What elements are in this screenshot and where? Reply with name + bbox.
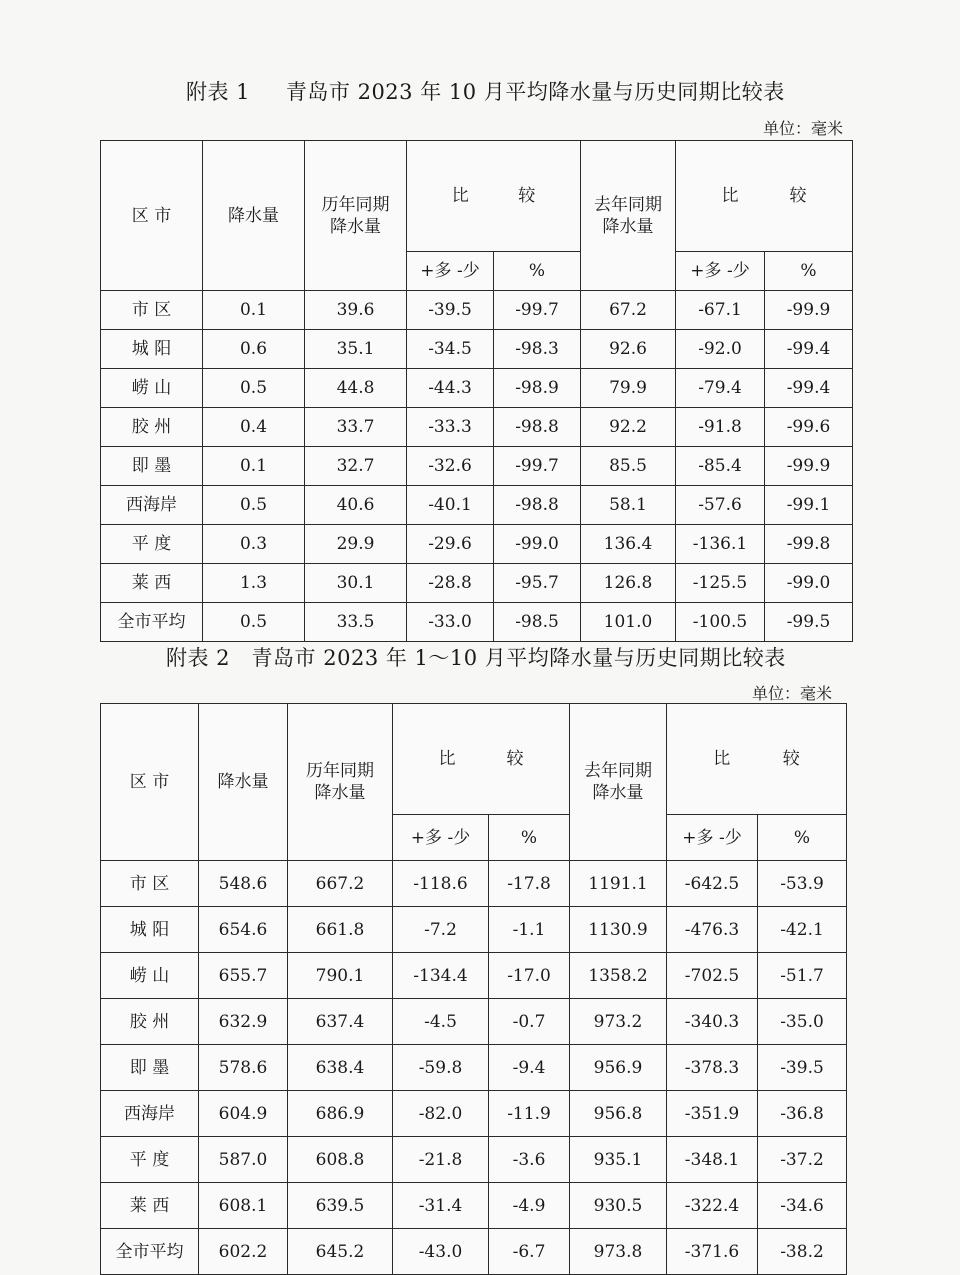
cell-pct: -4.9 bbox=[489, 1183, 570, 1229]
cell-pct: -98.8 bbox=[494, 408, 581, 447]
cell-diff-lastyear: -340.3 bbox=[667, 999, 758, 1045]
cell-pct-lastyear: -99.6 bbox=[765, 408, 853, 447]
header-diff: +多 -少 bbox=[676, 252, 765, 291]
cell-pct: -99.7 bbox=[494, 291, 581, 330]
cell-precip: 608.1 bbox=[199, 1183, 288, 1229]
cell-pct: -17.8 bbox=[489, 861, 570, 907]
cell-pct-lastyear: -42.1 bbox=[758, 907, 847, 953]
cell-precip: 0.1 bbox=[203, 447, 305, 486]
header-compare-left: 比 bbox=[721, 186, 739, 207]
cell-diff-lastyear: -348.1 bbox=[667, 1137, 758, 1183]
cell-precip: 1.3 bbox=[203, 564, 305, 603]
header-hist: 历年同期 降水量 bbox=[288, 704, 393, 861]
cell-pct-lastyear: -35.0 bbox=[758, 999, 847, 1045]
cell-pct: -11.9 bbox=[489, 1091, 570, 1137]
cell-pct: -99.7 bbox=[494, 447, 581, 486]
cell-pct-lastyear: -99.5 bbox=[765, 603, 853, 642]
header-compare-left: 比 bbox=[451, 186, 469, 207]
header-pct: % bbox=[489, 815, 570, 861]
cell-diff: -32.6 bbox=[407, 447, 494, 486]
cell-diff: -44.3 bbox=[407, 369, 494, 408]
cell-pct-lastyear: -37.2 bbox=[758, 1137, 847, 1183]
cell-pct-lastyear: -53.9 bbox=[758, 861, 847, 907]
cell-hist: 639.5 bbox=[288, 1183, 393, 1229]
cell-diff-lastyear: -91.8 bbox=[676, 408, 765, 447]
cell-lastyear: 1358.2 bbox=[570, 953, 667, 999]
cell-pct: -98.9 bbox=[494, 369, 581, 408]
cell-pct: -98.3 bbox=[494, 330, 581, 369]
cell-pct-lastyear: -99.9 bbox=[765, 447, 853, 486]
cell-diff-lastyear: -85.4 bbox=[676, 447, 765, 486]
cell-diff-lastyear: -57.6 bbox=[676, 486, 765, 525]
cell-diff: -21.8 bbox=[393, 1137, 489, 1183]
cell-precip: 654.6 bbox=[199, 907, 288, 953]
header-compare-right: 较 bbox=[789, 186, 807, 207]
header-pct: % bbox=[494, 252, 581, 291]
header-compare-hist bbox=[393, 704, 570, 815]
header-diff: +多 -少 bbox=[407, 252, 494, 291]
cell-hist: 29.9 bbox=[305, 525, 407, 564]
cell-pct-lastyear: -36.8 bbox=[758, 1091, 847, 1137]
header-compare-right: 较 bbox=[518, 186, 536, 207]
cell-hist: 40.6 bbox=[305, 486, 407, 525]
cell-pct-lastyear: -99.8 bbox=[765, 525, 853, 564]
header-compare-left: 比 bbox=[713, 749, 731, 770]
table1 bbox=[100, 140, 853, 642]
cell-pct: -6.7 bbox=[489, 1229, 570, 1275]
header-lastyear: 去年同期 降水量 bbox=[570, 704, 667, 861]
cell-diff-lastyear: -642.5 bbox=[667, 861, 758, 907]
cell-precip: 602.2 bbox=[199, 1229, 288, 1275]
cell-hist: 33.5 bbox=[305, 603, 407, 642]
cell-diff: -59.8 bbox=[393, 1045, 489, 1091]
table-row bbox=[101, 330, 853, 369]
cell-diff-lastyear: -476.3 bbox=[667, 907, 758, 953]
header-compare-lastyear bbox=[676, 141, 853, 252]
cell-diff-lastyear: -92.0 bbox=[676, 330, 765, 369]
cell-hist: 661.8 bbox=[288, 907, 393, 953]
cell-region: 即 墨 bbox=[101, 447, 203, 486]
cell-diff: -82.0 bbox=[393, 1091, 489, 1137]
cell-region: 市 区 bbox=[101, 861, 199, 907]
cell-diff: -39.5 bbox=[407, 291, 494, 330]
table-row bbox=[101, 953, 847, 999]
cell-region: 崂 山 bbox=[101, 953, 199, 999]
cell-diff: -33.0 bbox=[407, 603, 494, 642]
header-compare-right: 较 bbox=[782, 749, 800, 770]
cell-lastyear: 92.6 bbox=[581, 330, 676, 369]
cell-precip: 578.6 bbox=[199, 1045, 288, 1091]
table-row bbox=[101, 1137, 847, 1183]
table-row bbox=[101, 486, 853, 525]
header-compare-right: 较 bbox=[506, 749, 524, 770]
header-diff: +多 -少 bbox=[667, 815, 758, 861]
cell-diff-lastyear: -322.4 bbox=[667, 1183, 758, 1229]
cell-pct-lastyear: -38.2 bbox=[758, 1229, 847, 1275]
cell-pct: -98.5 bbox=[494, 603, 581, 642]
cell-hist: 645.2 bbox=[288, 1229, 393, 1275]
cell-region: 平 度 bbox=[101, 525, 203, 564]
cell-pct: -1.1 bbox=[489, 907, 570, 953]
cell-precip: 0.1 bbox=[203, 291, 305, 330]
cell-region: 胶 州 bbox=[101, 408, 203, 447]
cell-lastyear: 58.1 bbox=[581, 486, 676, 525]
cell-diff-lastyear: -136.1 bbox=[676, 525, 765, 564]
cell-pct-lastyear: -99.4 bbox=[765, 369, 853, 408]
cell-precip: 548.6 bbox=[199, 861, 288, 907]
cell-diff: -7.2 bbox=[393, 907, 489, 953]
cell-region: 胶 州 bbox=[101, 999, 199, 1045]
header-lastyear: 去年同期 降水量 bbox=[581, 141, 676, 291]
cell-hist: 686.9 bbox=[288, 1091, 393, 1137]
cell-precip: 0.5 bbox=[203, 369, 305, 408]
cell-pct-lastyear: -99.9 bbox=[765, 291, 853, 330]
cell-diff-lastyear: -125.5 bbox=[676, 564, 765, 603]
cell-pct-lastyear: -99.1 bbox=[765, 486, 853, 525]
cell-diff: -134.4 bbox=[393, 953, 489, 999]
cell-pct: -99.0 bbox=[494, 525, 581, 564]
table-row bbox=[101, 1183, 847, 1229]
table-row bbox=[101, 1229, 847, 1275]
cell-diff: -118.6 bbox=[393, 861, 489, 907]
header-pct: % bbox=[758, 815, 847, 861]
header-precip: 降水量 bbox=[199, 704, 288, 861]
cell-lastyear: 973.8 bbox=[570, 1229, 667, 1275]
cell-hist: 30.1 bbox=[305, 564, 407, 603]
cell-hist: 790.1 bbox=[288, 953, 393, 999]
cell-precip: 655.7 bbox=[199, 953, 288, 999]
header-precip: 降水量 bbox=[203, 141, 305, 291]
cell-region: 全市平均 bbox=[101, 1229, 199, 1275]
cell-pct: -98.8 bbox=[494, 486, 581, 525]
cell-diff-lastyear: -351.9 bbox=[667, 1091, 758, 1137]
cell-lastyear: 956.8 bbox=[570, 1091, 667, 1137]
header-region: 区 市 bbox=[101, 704, 199, 861]
cell-pct: -17.0 bbox=[489, 953, 570, 999]
cell-lastyear: 1191.1 bbox=[570, 861, 667, 907]
cell-region: 平 度 bbox=[101, 1137, 199, 1183]
cell-hist: 667.2 bbox=[288, 861, 393, 907]
cell-precip: 0.4 bbox=[203, 408, 305, 447]
cell-region: 莱 西 bbox=[101, 564, 203, 603]
cell-region: 西海岸 bbox=[101, 1091, 199, 1137]
cell-diff: -34.5 bbox=[407, 330, 494, 369]
cell-region: 莱 西 bbox=[101, 1183, 199, 1229]
cell-hist: 39.6 bbox=[305, 291, 407, 330]
cell-precip: 604.9 bbox=[199, 1091, 288, 1137]
cell-hist: 637.4 bbox=[288, 999, 393, 1045]
cell-pct: -9.4 bbox=[489, 1045, 570, 1091]
cell-lastyear: 935.1 bbox=[570, 1137, 667, 1183]
table-row bbox=[101, 291, 853, 330]
cell-precip: 0.6 bbox=[203, 330, 305, 369]
table-row bbox=[101, 447, 853, 486]
cell-hist: 32.7 bbox=[305, 447, 407, 486]
table-row bbox=[101, 861, 847, 907]
cell-lastyear: 126.8 bbox=[581, 564, 676, 603]
cell-hist: 44.8 bbox=[305, 369, 407, 408]
cell-diff: -4.5 bbox=[393, 999, 489, 1045]
table2-unit: 单位：毫米 bbox=[752, 684, 833, 703]
header-region: 区 市 bbox=[101, 141, 203, 291]
cell-lastyear: 92.2 bbox=[581, 408, 676, 447]
cell-region: 城 阳 bbox=[101, 907, 199, 953]
cell-hist: 33.7 bbox=[305, 408, 407, 447]
cell-diff: -43.0 bbox=[393, 1229, 489, 1275]
cell-diff: -28.8 bbox=[407, 564, 494, 603]
header-compare-left: 比 bbox=[438, 749, 456, 770]
cell-pct-lastyear: -99.4 bbox=[765, 330, 853, 369]
header-compare-hist bbox=[407, 141, 581, 252]
cell-region: 崂 山 bbox=[101, 369, 203, 408]
cell-lastyear: 956.9 bbox=[570, 1045, 667, 1091]
table-row bbox=[101, 1091, 847, 1137]
header-compare-lastyear bbox=[667, 704, 847, 815]
cell-diff-lastyear: -702.5 bbox=[667, 953, 758, 999]
cell-lastyear: 1130.9 bbox=[570, 907, 667, 953]
cell-hist: 608.8 bbox=[288, 1137, 393, 1183]
cell-diff-lastyear: -79.4 bbox=[676, 369, 765, 408]
table1-unit: 单位：毫米 bbox=[763, 119, 844, 138]
cell-pct-lastyear: -99.0 bbox=[765, 564, 853, 603]
cell-lastyear: 136.4 bbox=[581, 525, 676, 564]
table2-title: 附表 2 青岛市 2023 年 1～10 月平均降水量与历史同期比较表 bbox=[166, 646, 786, 670]
table2 bbox=[100, 703, 847, 1275]
table-row bbox=[101, 525, 853, 564]
cell-hist: 35.1 bbox=[305, 330, 407, 369]
header-diff: +多 -少 bbox=[393, 815, 489, 861]
cell-lastyear: 79.9 bbox=[581, 369, 676, 408]
cell-pct-lastyear: -39.5 bbox=[758, 1045, 847, 1091]
cell-lastyear: 85.5 bbox=[581, 447, 676, 486]
cell-hist: 638.4 bbox=[288, 1045, 393, 1091]
table1-title: 附表 1 青岛市 2023 年 10 月平均降水量与历史同期比较表 bbox=[186, 80, 785, 104]
table-row bbox=[101, 603, 853, 642]
header-pct: % bbox=[765, 252, 853, 291]
cell-pct: -0.7 bbox=[489, 999, 570, 1045]
cell-region: 全市平均 bbox=[101, 603, 203, 642]
header-hist: 历年同期 降水量 bbox=[305, 141, 407, 291]
cell-diff: -29.6 bbox=[407, 525, 494, 564]
cell-diff: -40.1 bbox=[407, 486, 494, 525]
cell-pct-lastyear: -34.6 bbox=[758, 1183, 847, 1229]
cell-precip: 0.3 bbox=[203, 525, 305, 564]
cell-diff: -33.3 bbox=[407, 408, 494, 447]
cell-lastyear: 67.2 bbox=[581, 291, 676, 330]
table-row bbox=[101, 999, 847, 1045]
cell-precip: 632.9 bbox=[199, 999, 288, 1045]
cell-region: 市 区 bbox=[101, 291, 203, 330]
cell-pct: -95.7 bbox=[494, 564, 581, 603]
cell-precip: 587.0 bbox=[199, 1137, 288, 1183]
table-row bbox=[101, 564, 853, 603]
cell-diff-lastyear: -378.3 bbox=[667, 1045, 758, 1091]
cell-precip: 0.5 bbox=[203, 603, 305, 642]
table-row bbox=[101, 408, 853, 447]
cell-region: 西海岸 bbox=[101, 486, 203, 525]
cell-diff: -31.4 bbox=[393, 1183, 489, 1229]
cell-lastyear: 973.2 bbox=[570, 999, 667, 1045]
cell-region: 城 阳 bbox=[101, 330, 203, 369]
cell-diff-lastyear: -100.5 bbox=[676, 603, 765, 642]
cell-diff-lastyear: -371.6 bbox=[667, 1229, 758, 1275]
table-row bbox=[101, 369, 853, 408]
table-row bbox=[101, 907, 847, 953]
cell-lastyear: 930.5 bbox=[570, 1183, 667, 1229]
cell-precip: 0.5 bbox=[203, 486, 305, 525]
cell-pct: -3.6 bbox=[489, 1137, 570, 1183]
cell-diff-lastyear: -67.1 bbox=[676, 291, 765, 330]
cell-lastyear: 101.0 bbox=[581, 603, 676, 642]
table-row bbox=[101, 1045, 847, 1091]
cell-pct-lastyear: -51.7 bbox=[758, 953, 847, 999]
cell-region: 即 墨 bbox=[101, 1045, 199, 1091]
